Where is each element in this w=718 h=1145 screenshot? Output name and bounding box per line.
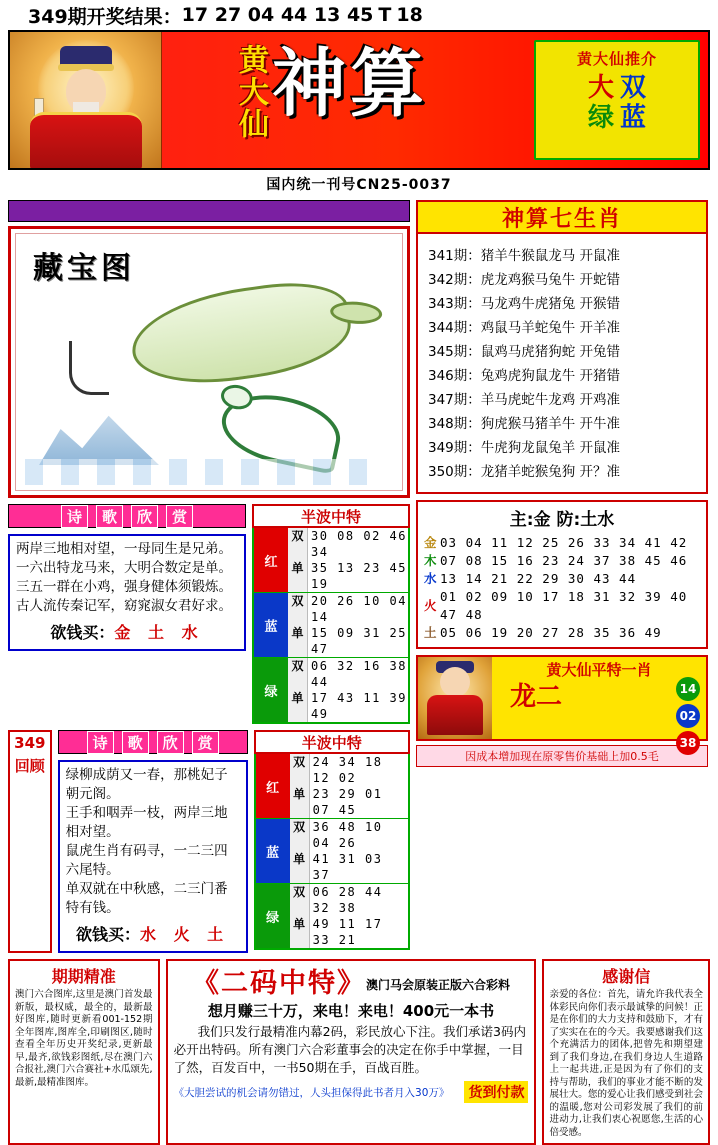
list-item: 347期：羊马虎蛇牛龙鸡 开鸡准 bbox=[428, 392, 621, 408]
banbo-row bbox=[256, 754, 408, 819]
banbo-numbers: 23 29 01 07 45 bbox=[312, 787, 383, 817]
ad-title-small: 澳门马会原装正版六合彩料 bbox=[366, 978, 511, 992]
element-numbers: 07 08 15 16 23 24 37 38 45 46 bbox=[440, 553, 688, 568]
result-line bbox=[0, 0, 718, 30]
left-column bbox=[8, 200, 410, 953]
banbo-numbers: 20 26 10 04 14 bbox=[311, 594, 407, 624]
banbo-numbers: 30 08 02 46 34 bbox=[311, 529, 407, 559]
issue-label: 349期开奖结果： bbox=[28, 5, 182, 28]
poem-head-char: 赏 bbox=[192, 731, 219, 754]
table-row bbox=[424, 588, 702, 624]
banbo-numbers: 17 43 11 39 49 bbox=[311, 691, 407, 721]
list-item: 345期：鼠鸡马虎猪狗蛇 开兔错 bbox=[428, 344, 621, 360]
number-ball: 14 bbox=[676, 677, 700, 701]
parity-label: 双 bbox=[288, 528, 308, 560]
poem-header-2 bbox=[58, 730, 248, 754]
banbo-numbers: 15 09 31 25 47 bbox=[311, 626, 407, 656]
promo-grid bbox=[588, 73, 646, 133]
result-numbers: 17 27 04 44 13 45 bbox=[181, 4, 374, 26]
poem-head-char: 欣 bbox=[157, 731, 184, 754]
treasure-map-title: 藏宝图 bbox=[33, 251, 135, 286]
banbo-numbers: 41 31 03 37 bbox=[312, 852, 383, 882]
poem-head-char: 欣 bbox=[131, 505, 158, 528]
table-row bbox=[424, 552, 702, 570]
purple-divider bbox=[8, 200, 410, 222]
list-item: 344期：鸡鼠马羊蛇兔牛 开羊准 bbox=[428, 320, 621, 336]
special-separator: T bbox=[378, 4, 392, 26]
element-numbers: 03 04 11 12 25 26 33 34 41 42 bbox=[440, 535, 688, 550]
poem-head-char: 诗 bbox=[61, 505, 88, 528]
poem-line: 鼠虎生肖有码寻，一二三四六尾特。 bbox=[65, 843, 228, 878]
promo-item: 绿 bbox=[587, 103, 614, 133]
review-label: 回顾 bbox=[14, 757, 45, 775]
special-number: 18 bbox=[396, 4, 423, 26]
poem-line: 绿柳成荫又一春，那桃妃子朝元阁。 bbox=[65, 767, 228, 802]
banbo-title-1 bbox=[252, 504, 410, 528]
banbo-table-2 bbox=[254, 754, 410, 950]
element-numbers: 13 14 21 22 29 30 43 44 bbox=[440, 571, 637, 586]
thanks-text: 亲爱的各位：首先，请允许我代表全体彩民向你们表示最诚挚的问候！正是在你们的大力支持和鼓励下，才有了实实在在的今天。我要感谢我们这个充满活力的团体,把曾先和期望建到了我们身边,在我们身边人生道路上一起共进,正是因为有了你们的支持与帮助，我们的事业才能不断的发展壮大。您的爱心让我们感受到社会的温暖,您对公司彩发展了我们的前进动力,让我们衷心祝愿您,生活的心倍受感。 bbox=[549, 989, 703, 1138]
ad-title bbox=[168, 961, 535, 1000]
table-row bbox=[424, 570, 702, 588]
parity-label: 单 bbox=[288, 690, 308, 722]
element-table-rows bbox=[418, 532, 706, 647]
bottom-section bbox=[0, 953, 718, 1145]
pingte-balls bbox=[676, 677, 700, 758]
banbo-numbers: 06 28 44 32 38 bbox=[312, 885, 383, 915]
banbo-panel-2 bbox=[254, 730, 410, 953]
poem-buy-2 bbox=[66, 922, 240, 945]
banbo-color-label: 红 bbox=[256, 754, 290, 818]
element-label: 水 bbox=[424, 571, 437, 586]
buy-value: 金 土 水 bbox=[114, 623, 204, 642]
banbo-color-label: 红 bbox=[254, 528, 288, 592]
promo-item: 大 bbox=[587, 73, 614, 103]
parity-label: 单 bbox=[288, 625, 308, 657]
list-item: 341期：猪羊牛猴鼠龙马 开鼠准 bbox=[428, 248, 621, 264]
element-numbers: 05 06 19 20 27 28 35 36 49 bbox=[440, 625, 662, 640]
poem-panel-2 bbox=[58, 730, 248, 953]
masthead-main-title: 神算 bbox=[272, 41, 428, 127]
banbo-panel-1 bbox=[252, 504, 410, 724]
banbo-row bbox=[256, 884, 408, 948]
list-item: 348期：狗虎猴马猪羊牛 开牛准 bbox=[428, 416, 621, 432]
thanks-title: 感谢信 bbox=[602, 967, 651, 986]
wave-illustration bbox=[25, 459, 385, 485]
parity-label: 单 bbox=[290, 786, 310, 818]
promo-box bbox=[534, 40, 700, 160]
poem-line: 王手和咽弄一枝，两岸三地相对望。 bbox=[65, 805, 228, 840]
pingte-panel bbox=[416, 655, 708, 750]
masthead-banner bbox=[8, 30, 710, 170]
banbo-title-text: 半波中特 bbox=[300, 507, 361, 526]
table-row bbox=[424, 534, 702, 552]
banbo-numbers: 36 48 10 04 26 bbox=[312, 820, 383, 850]
promo-title: 黄大仙推介 bbox=[576, 50, 657, 68]
element-label: 火 bbox=[424, 598, 437, 613]
element-label: 土 bbox=[424, 625, 437, 640]
banbo-numbers: 49 11 17 33 21 bbox=[312, 917, 383, 947]
masthead-vertical-title: 黄大仙 bbox=[233, 44, 268, 140]
parity-label: 单 bbox=[288, 560, 308, 592]
poem-line: 单双就在中秋感，二三门番特有钱。 bbox=[65, 881, 228, 916]
promo-item: 蓝 bbox=[620, 103, 647, 133]
seven-zodiac-title: 神算七生肖 bbox=[501, 205, 622, 232]
poem-head-char: 赏 bbox=[166, 505, 193, 528]
list-item: 342期：虎龙鸡猴马兔牛 开蛇错 bbox=[428, 272, 621, 288]
poem-buy-1 bbox=[16, 620, 238, 643]
parity-label: 双 bbox=[290, 819, 310, 851]
pingte-prediction: 龙二 bbox=[510, 682, 563, 712]
number-ball: 02 bbox=[676, 704, 700, 728]
ad-footer bbox=[168, 1079, 535, 1107]
deity-figure-icon bbox=[26, 40, 146, 168]
banbo-title-2 bbox=[254, 730, 410, 754]
element-table-panel bbox=[416, 500, 708, 649]
bottom-right-panel bbox=[542, 959, 710, 1145]
bottom-left-text: 澳门六合图库,这里是澳门首发最新版，最权威，最全的，最新最好图库,随时更新看001-152期全年图库,图库全,印刷图区,随时查看全年历史开奖纪录,更新最早,最齐,欲钱彩图纸,尽在澳门六合报社,澳门六合赛社+水瓜颂先,最新,最精准图库。 bbox=[15, 989, 153, 1088]
list-item: 349期：牛虎狗龙鼠兔羊 开鼠准 bbox=[428, 440, 621, 456]
bottom-left-title: 期期精准 bbox=[51, 967, 116, 986]
ad-subtitle: 想月赚三十万，来电！来电！400元一本书 bbox=[207, 1002, 495, 1020]
poem-head-char: 诗 bbox=[87, 731, 114, 754]
poem-body-2 bbox=[58, 760, 248, 953]
poem-line: 三五一群在小鸡，强身健体须锻炼。 bbox=[16, 579, 232, 595]
deity-thumbnail-icon bbox=[418, 657, 492, 739]
hook-icon bbox=[69, 341, 109, 395]
bottom-mid-panel bbox=[166, 959, 537, 1145]
poem-line: 一六出特龙马来，大明合数定是单。 bbox=[16, 560, 232, 576]
banbo-color-label: 绿 bbox=[254, 658, 288, 722]
list-item: 343期：马龙鸡牛虎猪兔 开猴错 bbox=[428, 296, 621, 312]
parity-label: 单 bbox=[290, 916, 310, 948]
promo-item: 双 bbox=[620, 73, 647, 103]
banbo-color-label: 绿 bbox=[256, 884, 290, 948]
poem-head-char: 歌 bbox=[122, 731, 149, 754]
banbo-table-1 bbox=[252, 528, 410, 724]
main-content bbox=[0, 200, 718, 953]
poem-banbo-row-1 bbox=[8, 504, 410, 724]
seven-zodiac-header bbox=[416, 200, 708, 234]
issn-line: 国内统一刊号CN25-0037 bbox=[266, 177, 452, 193]
banbo-color-label: 蓝 bbox=[254, 593, 288, 657]
pingte-content bbox=[492, 657, 706, 750]
list-item: 350期：龙猪羊蛇猴兔狗 开？准 bbox=[428, 464, 621, 480]
seven-zodiac-list bbox=[416, 234, 708, 494]
element-table-title: 主:金 防:土水 bbox=[509, 510, 615, 530]
banbo-row bbox=[254, 528, 408, 593]
element-label: 木 bbox=[424, 553, 437, 568]
poem-head-char: 歌 bbox=[96, 505, 123, 528]
table-row bbox=[424, 624, 702, 642]
price-note: 因成本增加现在原零售价基础上加0.5毛 bbox=[416, 745, 708, 767]
ad-badge: 货到付款 bbox=[464, 1081, 528, 1103]
poem-panel-1 bbox=[8, 504, 246, 724]
banbo-row bbox=[254, 658, 408, 722]
ad-paragraph: 我们只发行最精准内幕2码，彩民放心下注。我们承诺3码内必开出特码。所有澳门六合彩董事会的决定在你手中掌握，一目了然，百发百中，一书50期在手，百战百胜。 bbox=[173, 1024, 526, 1075]
parity-label: 双 bbox=[288, 658, 308, 690]
right-column bbox=[416, 200, 708, 953]
parity-label: 双 bbox=[290, 884, 310, 916]
buy-label: 欲钱买： bbox=[76, 925, 141, 944]
ad-title-main: 《二码中特》 bbox=[192, 968, 367, 999]
masthead-title-area bbox=[162, 32, 534, 168]
parity-label: 单 bbox=[290, 851, 310, 883]
banbo-numbers: 24 34 18 12 02 bbox=[312, 755, 383, 785]
treasure-map-panel bbox=[8, 226, 410, 498]
list-item: 346期：兔鸡虎狗鼠龙牛 开猪错 bbox=[428, 368, 621, 384]
banbo-row bbox=[256, 819, 408, 884]
banbo-row bbox=[254, 593, 408, 658]
review-issue-number: 349 bbox=[14, 734, 46, 752]
banbo-title-text: 半波中特 bbox=[301, 733, 362, 752]
parity-label: 双 bbox=[290, 754, 310, 786]
banbo-color-label: 蓝 bbox=[256, 819, 290, 883]
poem-header-1 bbox=[8, 504, 246, 528]
deity-illustration bbox=[10, 32, 162, 168]
poem-line: 古人流传秦记军，窈窕淑女君好求。 bbox=[16, 598, 232, 614]
pingte-title: 黄大仙平特一肖 bbox=[546, 661, 652, 679]
poem-line: 两岸三地相对望，一母同生是兄弟。 bbox=[16, 541, 232, 557]
number-ball: 38 bbox=[676, 731, 700, 755]
bottom-left-panel bbox=[8, 959, 160, 1145]
element-label: 金 bbox=[424, 535, 437, 550]
buy-label: 欲钱买： bbox=[50, 623, 115, 642]
ad-footnote: 《大胆尝试的机会请勿错过，人头担保得此书者月入30万》 bbox=[173, 1086, 450, 1099]
element-numbers: 01 02 09 10 17 18 31 32 39 40 47 48 bbox=[440, 589, 688, 622]
banbo-numbers: 35 13 23 45 19 bbox=[311, 561, 407, 591]
poem-body-1 bbox=[8, 534, 246, 651]
banbo-numbers: 06 32 16 38 44 bbox=[311, 659, 407, 689]
issue-review-badge bbox=[8, 730, 52, 953]
buy-value: 水 火 土 bbox=[140, 925, 230, 944]
poem-banbo-row-2 bbox=[8, 730, 410, 953]
parity-label: 双 bbox=[288, 593, 308, 625]
